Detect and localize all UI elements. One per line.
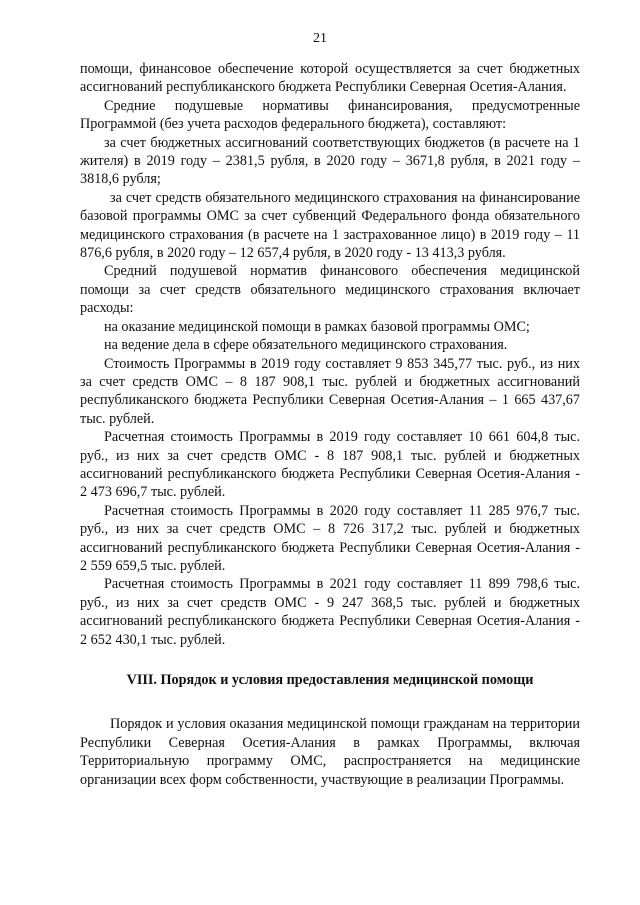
paragraph-estimated-cost-2021: Расчетная стоимость Программы в 2021 году составляет 11 899 798,6 тыс. руб., из них за счет средств ОМС - 9 247 368,5 тыс. рублей и бюджетных ассигнований республиканского бюджета Республики Северная Осетия-Алания - 2 652 430,1 тыс. рублей. xyxy=(80,576,580,648)
paragraph-oms-norms: за счет средств обязательного медицинского страхования на финансирование базовой программы ОМС за счет субвенций Федерального фонда обязательного медицинского страхования (в расчете на 1 застрахованное лицо) в 2019 году – 11 876,6 рубля, в 2020 году – 12 657,4 рубля, в 2020 году - 13 413,3 рубля. xyxy=(80,189,580,262)
paragraph-cost-2019: Стоимость Программы в 2019 году составляет 9 853 345,77 тыс. руб., из них за счет средств ОМС – 8 187 908,1 тыс. рублей и бюджетных ассигнований республиканского бюджета Республики Северная Осетия-Алания – 1 665 437,67 тыс. рублей. xyxy=(80,355,580,427)
paragraph-expense-item-2: на ведение дела в сфере обязательного медицинского страхования. xyxy=(104,337,508,354)
page-number: 21 xyxy=(313,31,327,46)
paragraph-average-norm: Средний подушевой норматив финансового обеспечения медицинской помощи за счет средств обязательного медицинского страхования включает расходы: xyxy=(80,263,580,317)
paragraph-section-body: Порядок и условия оказания медицинской помощи гражданам на территории Республики Северная Осетия-Алания в рамках Программы, включая Территориальную программу ОМС, распространяется на медицинские организации всех форм собственности, участвующие в реализации Программы. xyxy=(80,716,580,788)
paragraph-norms-intro: Средние подушевые нормативы финансирования, предусмотренные Программой (без учета расходов федерального бюджета), составляют: xyxy=(80,97,580,133)
paragraph-estimated-cost-2019: Расчетная стоимость Программы в 2019 году составляет 10 661 604,8 тыс. руб., из них за счет средств ОМС - 8 187 908,1 тыс. рублей и бюджетных ассигнований республиканского бюджета Республики Северная Осетия-Алания - 2 473 696,7 тыс. рублей. xyxy=(80,429,580,501)
paragraph-expense-item-1: на оказание медицинской помощи в рамках базовой программы ОМС; xyxy=(104,318,530,335)
paragraph-continuation: помощи, финансовое обеспечение которой осуществляется за счет бюджетных ассигнований республиканского бюджета Республики Северная Осетия-Алания. xyxy=(80,61,580,96)
section-heading: VIII. Порядок и условия предоставления медицинской помощи xyxy=(126,672,534,688)
document-body xyxy=(80,60,580,789)
paragraph-estimated-cost-2020: Расчетная стоимость Программы в 2020 году составляет 11 285 976,7 тыс. руб., из них за счет средств ОМС – 8 726 317,2 тыс. рублей и бюджетных ассигнований республиканского бюджета Республики Северная Осетия-Алания - 2 559 659,5 тыс. рублей. xyxy=(80,502,580,574)
paragraph-budget-norms: за счет бюджетных ассигнований соответствующих бюджетов (в расчете на 1 жителя) в 2019 году – 2381,5 рубля, в 2020 году – 3671,8 рубля, в 2021 году – 3818,6 рубля; xyxy=(80,134,580,188)
